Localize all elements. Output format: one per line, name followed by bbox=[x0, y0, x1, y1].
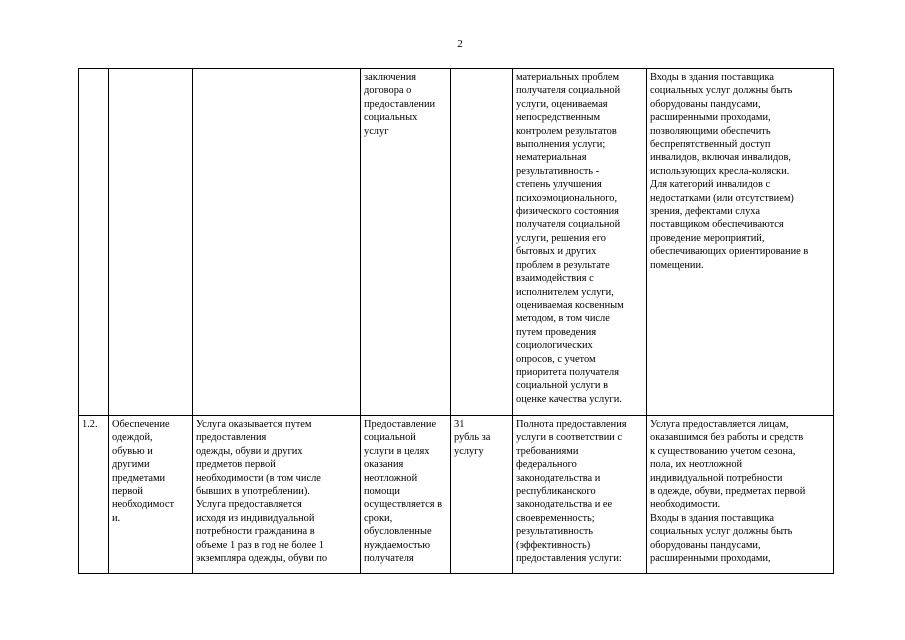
table-row bbox=[79, 69, 834, 416]
cell-line: пола, их неотложной bbox=[650, 459, 743, 471]
cell-line: предметов первой bbox=[196, 459, 276, 471]
cell-line: зрения, дефектами слуха bbox=[650, 206, 760, 218]
cell-line: Для категорий инвалидов с bbox=[650, 179, 771, 191]
cell-line: нематериальная bbox=[516, 152, 587, 164]
cell-line: к существованию учетом сезона, bbox=[650, 445, 796, 457]
cell-line: и. bbox=[112, 512, 121, 524]
cell-line: помещении. bbox=[650, 259, 704, 271]
cell-line: оборудованы пандусами, bbox=[650, 539, 761, 551]
cell-line: необходимости. bbox=[650, 499, 721, 511]
cell-line: получателя bbox=[364, 553, 414, 565]
cell-line: Услуга предоставляется bbox=[196, 499, 302, 511]
cell-conditions bbox=[647, 416, 834, 574]
cell-line: индивидуальной потребности bbox=[650, 472, 783, 484]
cell-line: расширенными проходами, bbox=[650, 553, 771, 565]
cell-line: сроки, bbox=[364, 512, 393, 524]
cell-line: осуществляется в bbox=[364, 499, 443, 511]
cell-line: результативность - bbox=[516, 165, 600, 177]
cell-line: услуги, оцениваемая bbox=[516, 98, 608, 110]
cell-line: договора о bbox=[364, 85, 412, 97]
cell-line: рубль за bbox=[454, 432, 491, 444]
cell-terms bbox=[361, 416, 451, 574]
cell-line: необходимости (в том числе bbox=[196, 472, 321, 484]
cell-line: методом, в том числе bbox=[516, 313, 610, 325]
cell-line: предоставления услуги: bbox=[516, 553, 622, 565]
cell-line: предметами bbox=[112, 472, 166, 484]
cell-line: другими bbox=[112, 459, 150, 471]
cell-line: контролем результатов bbox=[516, 125, 617, 137]
cell-service-name bbox=[109, 69, 193, 416]
cell-line: одежды, обуви и других bbox=[196, 445, 303, 457]
cell-line: Обеспечение bbox=[112, 419, 170, 430]
services-table bbox=[78, 68, 834, 574]
cell-line: социальной услуги в bbox=[516, 380, 608, 392]
cell-line: поставщиком обеспечиваются bbox=[650, 219, 784, 231]
cell-line: взаимодействия с bbox=[516, 273, 594, 285]
cell-line: Услуга оказывается путем bbox=[196, 419, 312, 430]
cell-line: потребности гражданина в bbox=[196, 526, 315, 538]
cell-line: предоставлении bbox=[364, 98, 436, 110]
cell-line: социальных bbox=[364, 112, 418, 124]
cell-line: социальной bbox=[364, 432, 416, 444]
cell-line: опросов, с учетом bbox=[516, 353, 596, 365]
cell-number bbox=[79, 69, 109, 416]
cell-description bbox=[193, 416, 361, 574]
cell-line: оказания bbox=[364, 459, 404, 471]
cell-line: степень улучшения bbox=[516, 179, 602, 191]
cell-line: неотложной bbox=[364, 472, 418, 484]
cell-line: своевременность; bbox=[516, 512, 595, 524]
cell-line: услуг bbox=[364, 125, 389, 137]
cell-line: получателя социальной bbox=[516, 85, 621, 97]
cell-line: обусловленные bbox=[364, 526, 432, 538]
cell-line: путем проведения bbox=[516, 326, 597, 338]
cell-line: (эффективность) bbox=[516, 539, 591, 551]
cell-line: социальных услуг должны быть bbox=[650, 85, 793, 97]
cell-line: обеспечивающих ориентирование в bbox=[650, 246, 809, 258]
cell-line: услуги в соответствии с bbox=[516, 432, 623, 444]
cell-service-name bbox=[109, 416, 193, 574]
cell-line: требованиями bbox=[516, 445, 579, 457]
cell-line: 1.2. bbox=[82, 419, 98, 430]
cell-line: результативность bbox=[516, 526, 594, 538]
cell-line: бытовых и других bbox=[516, 246, 597, 258]
cell-line: приоритета получателя bbox=[516, 366, 619, 378]
cell-number bbox=[79, 416, 109, 574]
cell-line: материальных проблем bbox=[516, 72, 620, 83]
cell-line: законодательства и ее bbox=[516, 499, 613, 511]
cell-line: позволяющими обеспечить bbox=[650, 125, 771, 137]
cell-line: одеждой, bbox=[112, 432, 153, 444]
cell-price bbox=[451, 69, 513, 416]
cell-line: оценке качества услуги. bbox=[516, 393, 622, 405]
cell-quality bbox=[513, 416, 647, 574]
cell-line: Услуга предоставляется лицам, bbox=[650, 419, 789, 430]
cell-line: беспрепятственный доступ bbox=[650, 139, 771, 151]
cell-line: оказавшимся без работы и средств bbox=[650, 432, 804, 444]
page-number: 2 bbox=[457, 38, 463, 50]
cell-line: федерального bbox=[516, 459, 577, 471]
cell-line: психоэмоционального, bbox=[516, 192, 618, 204]
cell-line: непосредственным bbox=[516, 112, 601, 124]
cell-line: законодательства и bbox=[516, 472, 601, 484]
cell-line: выполнения услуги; bbox=[516, 139, 606, 151]
cell-line: оборудованы пандусами, bbox=[650, 98, 761, 110]
cell-line: получателя социальной bbox=[516, 219, 621, 231]
cell-line: необходимост bbox=[112, 499, 174, 511]
cell-line: проведение мероприятий, bbox=[650, 232, 765, 244]
cell-line: оцениваемая косвенным bbox=[516, 299, 624, 311]
cell-line: бывших в употреблении). bbox=[196, 486, 310, 498]
cell-line: экземпляра одежды, обуви по bbox=[196, 553, 328, 565]
cell-line: Входы в здания поставщика bbox=[650, 72, 775, 83]
cell-line: обувью и bbox=[112, 445, 153, 457]
cell-line: услугу bbox=[454, 445, 484, 457]
cell-line: Входы в здания поставщика bbox=[650, 512, 775, 524]
cell-line: социальных услуг должны быть bbox=[650, 526, 793, 538]
cell-line: заключения bbox=[364, 72, 417, 83]
cell-line: объеме 1 раз в год не более 1 bbox=[196, 539, 324, 551]
cell-terms bbox=[361, 69, 451, 416]
cell-line: исполнителем услуги, bbox=[516, 286, 614, 298]
cell-conditions bbox=[647, 69, 834, 416]
cell-line: предоставления bbox=[196, 432, 267, 444]
cell-line: исходя из индивидуальной bbox=[196, 512, 315, 524]
cell-line: услуги, решения его bbox=[516, 232, 606, 244]
cell-line: социологических bbox=[516, 340, 593, 352]
cell-price bbox=[451, 416, 513, 574]
cell-line: Предоставление bbox=[364, 419, 437, 430]
cell-line: физического состояния bbox=[516, 206, 619, 218]
cell-line: нуждаемостью bbox=[364, 539, 430, 551]
cell-line: недостатками (или отсутствием) bbox=[650, 192, 794, 204]
cell-quality bbox=[513, 69, 647, 416]
cell-line: первой bbox=[112, 486, 143, 498]
cell-description bbox=[193, 69, 361, 416]
table-row bbox=[79, 416, 834, 574]
cell-line: услуги в целях bbox=[364, 445, 430, 457]
cell-line: расширенными проходами, bbox=[650, 112, 771, 124]
cell-line: инвалидов, включая инвалидов, bbox=[650, 152, 791, 164]
cell-line: в одежде, обуви, предметах первой bbox=[650, 486, 806, 498]
cell-line: 31 bbox=[454, 419, 465, 430]
cell-line: использующих кресла-коляски. bbox=[650, 165, 790, 177]
cell-line: проблем в результате bbox=[516, 259, 610, 271]
cell-line: республиканского bbox=[516, 486, 596, 498]
cell-line: помощи bbox=[364, 486, 400, 498]
cell-line: Полнота предоставления bbox=[516, 419, 627, 430]
